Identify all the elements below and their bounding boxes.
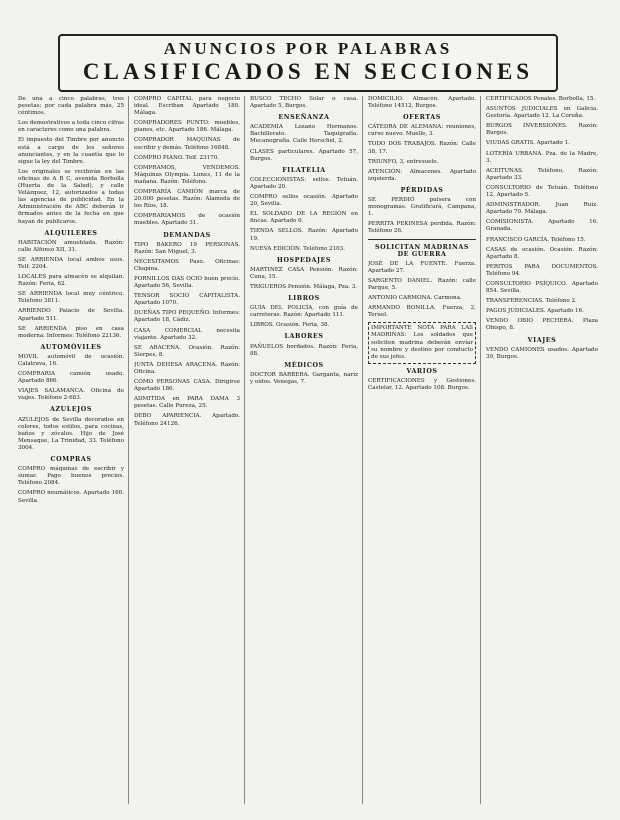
classified-ad: AZULEJOS de Sevilla decorados en colores, todos estilos, para cocinas, baños y zócalos. Hijo de José Mensaque, La Trinidad, 33. Teléfono 3004. — [18, 416, 124, 451]
classified-ad: JOSÉ DE LA FUENTE. Fuerza. Apartado 27. — [368, 260, 476, 274]
classified-ad: SE ARRIENDA local ambos usos. Telf. 2204. — [18, 256, 124, 270]
classified-ad: JUNTA DEHESA ARACENA. Razón: Oficina. — [134, 361, 240, 375]
classified-ad: DOCTOR BARBERA. Garganta, nariz y oídos. Venegas, 7. — [250, 371, 358, 385]
classified-ad: COMISIONISTA. Apartado 16. Granada. — [486, 219, 598, 233]
section-heading: OFERTAS — [403, 114, 441, 122]
section-heading: LIBROS — [288, 295, 320, 303]
classified-ad: ACADEMIA Lozano Hermanos. Bachillerato. Taquigrafía. Mecanografía. Calle Herschel, 2. — [250, 124, 358, 145]
classified-ad: CERTIFICADOS Penales. Borbolla, 15. — [486, 96, 596, 102]
section-heading: SOLICITAN MADRINAS DE GUERRA — [374, 243, 470, 258]
classified-ad: COMPRARIAMOS de ocasión muebles. Apartado 31. — [134, 213, 240, 227]
classified-ad: DOMICILIO. Almacén. Apartado. Teléfono 14512, Burgos. — [368, 96, 476, 110]
column-5 — [486, 96, 598, 804]
classified-ad: TRIGUEROS Pensión. Málaga, Pza. 3. — [250, 283, 358, 290]
classified-ad: El impuesto del Timbre por anuncio está a cargo de los señores anunciantes, y en la cuantía que lo sigue la ley del Timbre. — [18, 137, 124, 165]
classified-ad: COMPRADOR MAQUINAS de escribir y demás. Teléfono 16848. — [134, 137, 240, 151]
classified-ad: ASUNTOS JUDICIALES en Galicia. Gestoría. Apartado 12. La Coruña. — [486, 106, 598, 120]
section-heading: VIAJES — [527, 336, 557, 344]
classified-ad: COMPRO máquinas de escribir y sumar. Pago buenos precios. Teléfono 2084. — [18, 466, 124, 487]
classified-ad: DEBO APARIENCIA. Apartado. Teléfono 24126. — [134, 413, 240, 427]
classified-ad: ADMITIDA en PARA DAMA 3 pesetas. Calle Pureza, 25. — [134, 396, 240, 410]
classified-ad: LOCALES para almacén se alquilan. Razón: Feria, 62. — [18, 274, 124, 288]
classified-ad: SARGENTO DANIEL. Razón: calle Parque, 5. — [368, 277, 476, 291]
column-3 — [250, 96, 358, 804]
classified-ad: VENDO OBIO PECHERA. Plaza Obispo, 8. — [486, 318, 598, 332]
classified-ad: COMPRO sellos ocasión. Apartado 20, Sevilla. — [250, 194, 358, 208]
classified-ad: NECESITAMOS Paso. Oficinas: Chapina. — [134, 258, 240, 272]
section-heading: LABORES — [284, 333, 324, 341]
classified-ad: CASAS de ocasión. Ocasión. Razón: Apartado 8. — [486, 246, 598, 260]
classified-ad: PERITOS PARA DOCUMENTOS. Teléfono 94. — [486, 263, 598, 277]
classified-ad: PAGOS JUDICIALES. Apartado 16. — [486, 308, 584, 315]
classified-ad: COMPRAMOS, VENDEMOS. Máquinas Olympia. Lunes, 11 de la mañana. Razón: Teléfono. — [134, 164, 240, 185]
classified-ad: SE ARACENA. Ocasión. Razón: Sierpes, 8. — [134, 344, 240, 358]
column-1 — [18, 96, 124, 804]
classified-ad: MARTINEZ CASA Pensión. Razón: Cuna, 15. — [250, 266, 358, 280]
classified-ad: CLASES particulares. Apartado 57, Burgos. — [250, 148, 358, 162]
classified-ad: TRANSFERENCIAS. Teléfono 2. — [486, 298, 577, 305]
classified-ad: PAÑUELOS bordados. Razón: Feria, 88. — [250, 343, 358, 357]
classified-ad: LOTERÍA URBANA. Pza. de la Madre, 3. — [486, 150, 598, 164]
classified-ad: ATENCIÓN: Almacenes. Apartado izquierda. — [368, 168, 476, 182]
classified-ad: FRANCISCO GARCÍA. Teléfono 15. — [486, 236, 586, 243]
classified-ad: TIENDA SELLOS. Razón: Apartado 19. — [250, 228, 358, 242]
banner-title-line2: CLASIFICADOS EN SECCIONES — [82, 59, 534, 84]
section-rule — [368, 239, 476, 240]
section-heading: AUTOMÓVILES — [40, 343, 102, 351]
classified-ad: COMPRARÍA CAMIÓN marca de 20.000 pesetas. Razón: Alameda de los Ríos, 18. — [134, 189, 240, 210]
column-4 — [368, 96, 476, 804]
classified-ad: TENSOR SOCIO CAPITALISTA. Apartado 1070. — [134, 293, 240, 307]
classified-ad: NUEVA EDICIÓN. Teléfono 2103. — [250, 245, 346, 252]
section-heading: VARIOS — [406, 367, 438, 375]
classified-ad: SE ARRIENDA local muy céntrico. Teléfono 3811. — [18, 291, 124, 305]
classified-ad: ARRIENDO Palacio de Sevilla. Apartado 511. — [18, 308, 124, 322]
classified-ad: SE PERDIÓ pulsera con monogramas. Gratificará, Campana, 1. — [368, 197, 476, 218]
section-heading: ALQUILERES — [44, 229, 98, 237]
classified-ad: HABITACIÓN amueblada. Razón: calle Alfonso XII, 31. — [18, 239, 124, 253]
section-heading: ENSEÑANZA — [278, 114, 330, 122]
classified-ad: COMPRARIA camión usado. Apartado 866. — [18, 371, 124, 385]
section-heading: PÉRDIDAS — [400, 186, 444, 194]
classified-ad: EL SOLDADO DE LA REGIÓN en fincas. Apartado 6. — [250, 211, 358, 225]
classified-ad: COLECCIONISTAS: sellos. Tetuán. Apartado 20. — [250, 176, 358, 190]
section-heading: DEMANDAS — [163, 231, 211, 239]
section-heading: FILATELIA — [282, 166, 326, 174]
column-divider — [128, 96, 129, 804]
classified-ad: VENDO CAMIONES usados. Apartado 39, Burgos. — [486, 346, 598, 360]
classified-ad: TODO DOS TRABAJOS. Razón: Calle 38, 17. — [368, 141, 476, 155]
classified-ad: CERTIFICACIONES y Gestiones. Castelar, 12. Apartado 108. Burgos. — [368, 377, 476, 391]
classified-ad: MOVIL automóvil de ocasión. Calatrava, 16. — [18, 353, 124, 367]
notice-box: IMPORTANTE NOTA PARA LAS MADRINAS: Los soldados que soliciten madrina deberán enviar su nombre y destino por conducto de sus jefes. — [368, 322, 476, 363]
classified-ad: PORNILLOS DAS OCIO buen precio. Apartado 56, Sevilla. — [134, 275, 240, 290]
classifieds-banner — [58, 34, 558, 92]
column-2 — [134, 96, 240, 804]
classified-ad: CASA COMERCIAL necesita viajante. Apartado 32. — [134, 327, 240, 341]
classified-ad: VIUDAS GRATIS. Apartado 1. — [486, 140, 570, 147]
classified-ad: BUSCO TECHO Solar o casa. Apartado 5, Burgos. — [250, 96, 358, 110]
classified-ad: BURGOS INVERSIONES. Razón: Burgos. — [486, 123, 598, 137]
classified-ad: ADMINISTRADOR. Juan Ruiz. Apartado 70. Málaga. — [486, 202, 598, 216]
classified-ad: CÁTEDRA DE ALEMANA: reuniones, curso nuevo. Muelle, 3. — [368, 124, 476, 138]
classified-ad: VIAJES SALAMANCA. Oficina de viajes. Teléfono 2-683. — [18, 388, 124, 402]
classified-ad: LIBROS. Ocasión. Feria, 38. — [250, 322, 330, 329]
classified-ad: COMPRO CAPITAL para negocio ideal. Escriban Apartado 180. Málaga. — [134, 96, 240, 117]
classified-ad: Los originales se recibirán en las oficinas de A B C, avenida Borbolla (Huerta de la Salud), y calle Velázquez, 12, autorizados a todas las agencias de publicidad. En la Administración de ABC deberán ir firmados antes de la fecha en que hayan de publicarse. — [18, 168, 124, 225]
classified-ad: COMO PERSONAS CASA. Dirigirse Apartado 186. — [134, 379, 240, 393]
classified-ad: ANTONIO CARMONA. Carmona. — [368, 295, 462, 302]
column-divider — [480, 96, 481, 804]
section-heading: MÉDICOS — [284, 361, 324, 369]
banner-title-line1: ANUNCIOS POR PALABRAS — [163, 39, 453, 58]
classified-ad: DUEÑAS TIPO PEQUEÑO. Informes: Apartado 18, Cádiz. — [134, 310, 240, 324]
column-divider — [244, 96, 245, 804]
classified-ad: COMPRO neumáticos. Apartado 160. Sevilla. — [18, 490, 124, 504]
classified-ad: CONSULTORIO PSÍQUICO. Apartado 854. Sevilla. — [486, 280, 598, 295]
classified-ad: ARMANDO BONILLA. Fuerza, 2, Teruel. — [368, 305, 476, 319]
column-divider — [362, 96, 363, 804]
classified-ad: Los demostrativos a toda cinco cifras en caracteres como una palabra. — [18, 120, 124, 134]
classified-ad: De una a cinco palabras, tres pesetas; por cada palabra más, 25 céntimos. — [18, 96, 124, 117]
classified-ad: SE ARRIENDA piso en casa moderna. Informes: Teléfono 22136. — [18, 325, 124, 339]
classified-ad: COMPRO PIANO. Telf. 23170. — [134, 154, 220, 161]
classified-ad: PERRITA PEKINESA perdida. Razón: Teléfono 26. — [368, 221, 476, 235]
classified-ad: TRIUNFO, 3, entresuelo. — [368, 158, 439, 165]
classified-ad: ACEITUNAS. Teléfono, Razón: Apartado 33. — [486, 167, 598, 181]
classified-ad: GUÍA DEL POLICÍA, con guía de carreteras. Razón: Apartado 111. — [250, 305, 358, 319]
section-heading: AZULEJOS — [49, 406, 92, 414]
classified-ad: CONSULTORIO de Tetuán. Teléfono 12, Apartado 5. — [486, 184, 598, 199]
classified-ad: COMPRADORES PUNTO: muebles, pianos, etc. Apartado 186. Málaga. — [134, 120, 240, 134]
classified-ad: TIPO BAKERO 19 PERSONAS. Razón: San Miguel, 3. — [134, 241, 240, 255]
section-heading: HOSPEDAJES — [276, 256, 332, 264]
section-heading: COMPRAS — [50, 456, 92, 464]
